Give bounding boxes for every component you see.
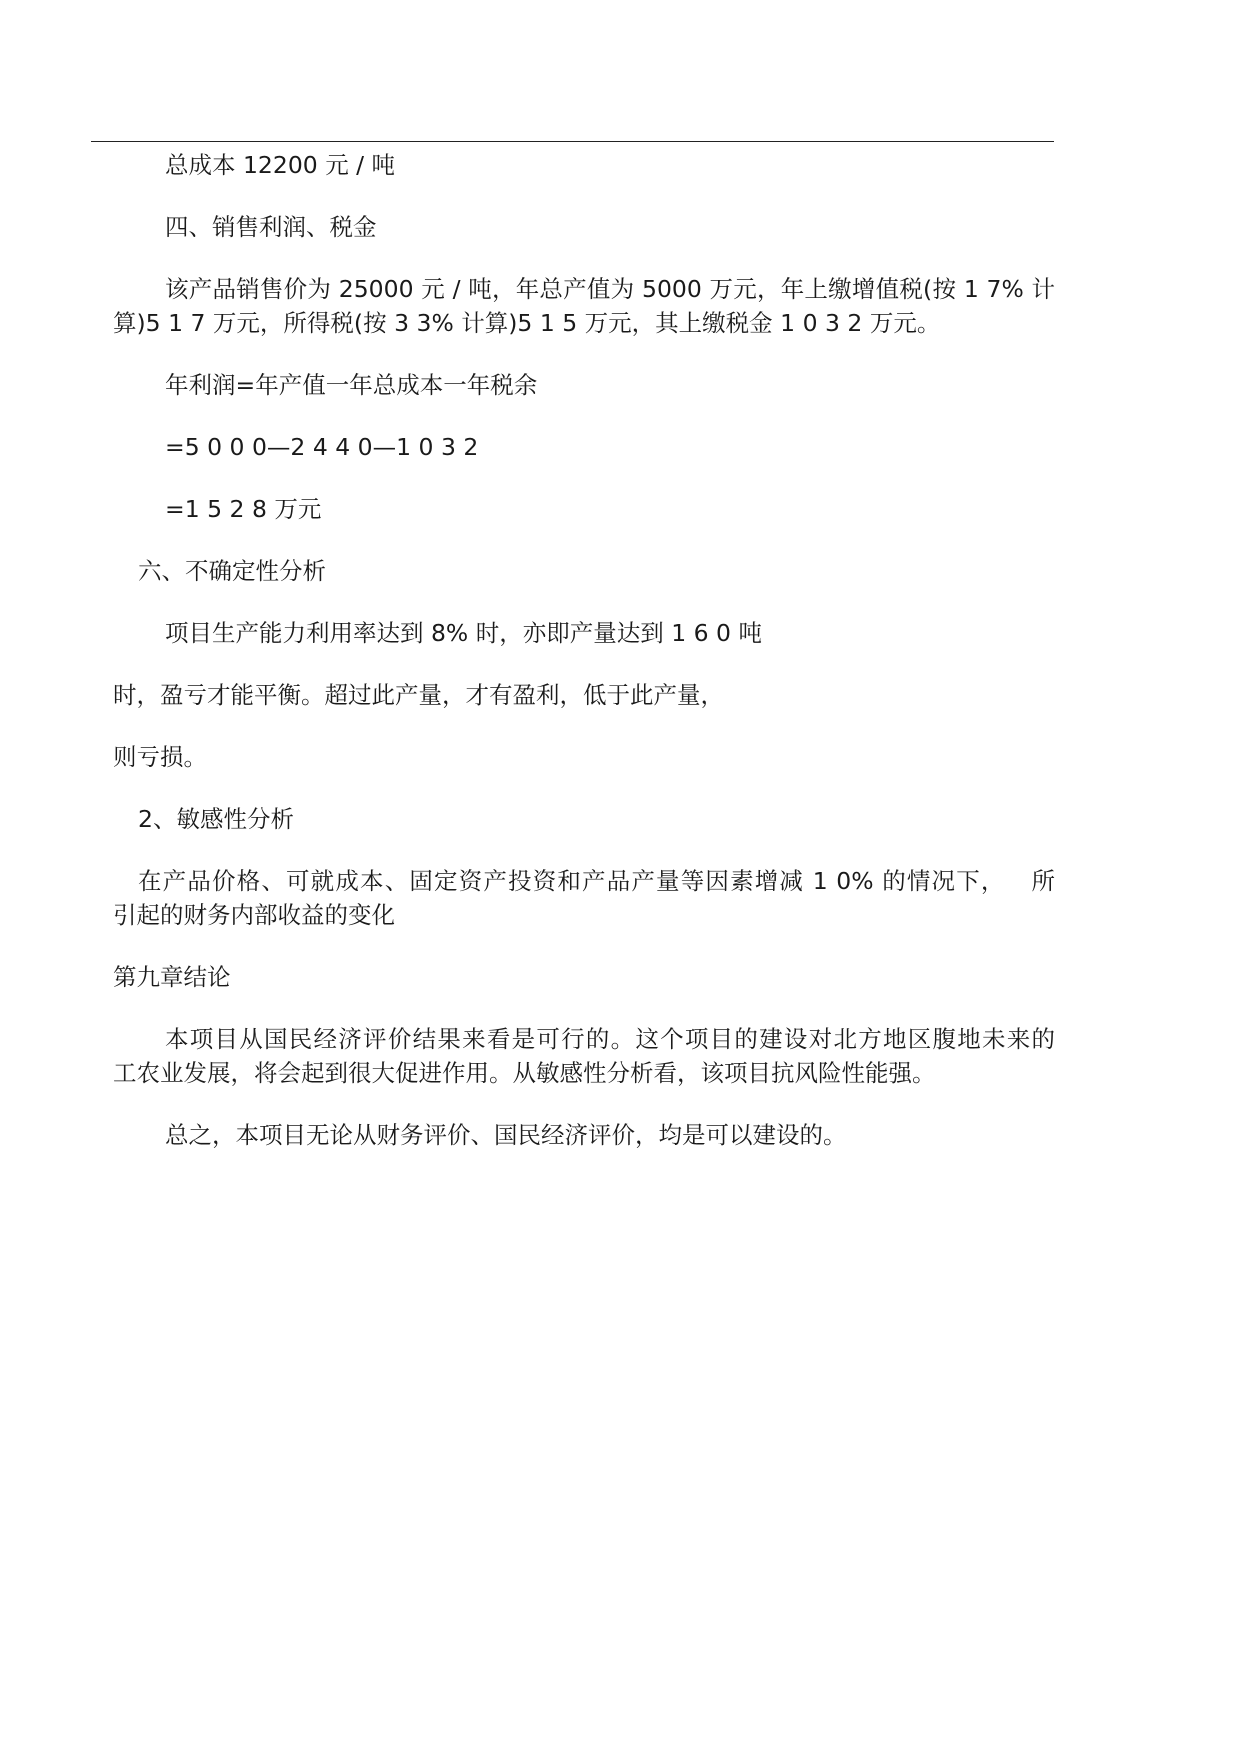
breakeven-line-3: 则亏损。 xyxy=(113,743,207,771)
conclusion-summary: 总之，本项目无论从财务评价、国民经济评价，均是可以建设的。 xyxy=(165,1121,847,1149)
sensitivity-line-2: 引起的财务内部收益的变化 xyxy=(113,901,395,929)
annual-profit-formula: 年利润=年产值一年总成本一年税余 xyxy=(165,371,538,399)
conclusion-line-2: 工农业发展，将会起到很大促进作用。从敏感性分析看，该项目抗风险性能强。 xyxy=(113,1059,936,1087)
total-cost-line: 总成本 12200 元 / 吨 xyxy=(165,151,396,179)
tax-detail-line: 算)5 1 7 万元，所得税(按 3 3% 计算)5 1 5 万元，其上缴税金 1 0 3 2 万元。 xyxy=(113,309,941,337)
header-rule xyxy=(91,141,1054,142)
breakeven-line-2: 时，盈亏才能平衡。超过此产量，才有盈利，低于此产量， xyxy=(113,681,724,709)
conclusion-line-1: 本项目从国民经济评价结果来看是可行的。这个项目的建设对北方地区腹地未来的 xyxy=(165,1025,1055,1053)
section-heading-sensitivity: 2、敏感性分析 xyxy=(138,805,294,833)
annual-profit-result: =1 5 2 8 万元 xyxy=(165,495,322,523)
section-heading-uncertainty: 六、不确定性分析 xyxy=(138,557,326,585)
annual-profit-calculation: =5 0 0 0—2 4 4 0—1 0 3 2 xyxy=(165,433,479,461)
breakeven-line-1: 项目生产能力利用率达到 8% 时，亦即产量达到 1 6 0 吨 xyxy=(165,619,762,647)
section-heading-profit-tax: 四、销售利润、税金 xyxy=(165,213,377,241)
sales-price-line: 该产品销售价为 25000 元 / 吨，年总产值为 5000 万元，年上缴增值税(按 1 7% 计 xyxy=(165,275,1055,303)
chapter-heading-conclusion: 第九章结论 xyxy=(113,963,231,991)
sensitivity-line-1: 在产品价格、可就成本、固定资产投资和产品产量等因素增减 1 0% 的情况下， 所 xyxy=(138,867,1055,895)
